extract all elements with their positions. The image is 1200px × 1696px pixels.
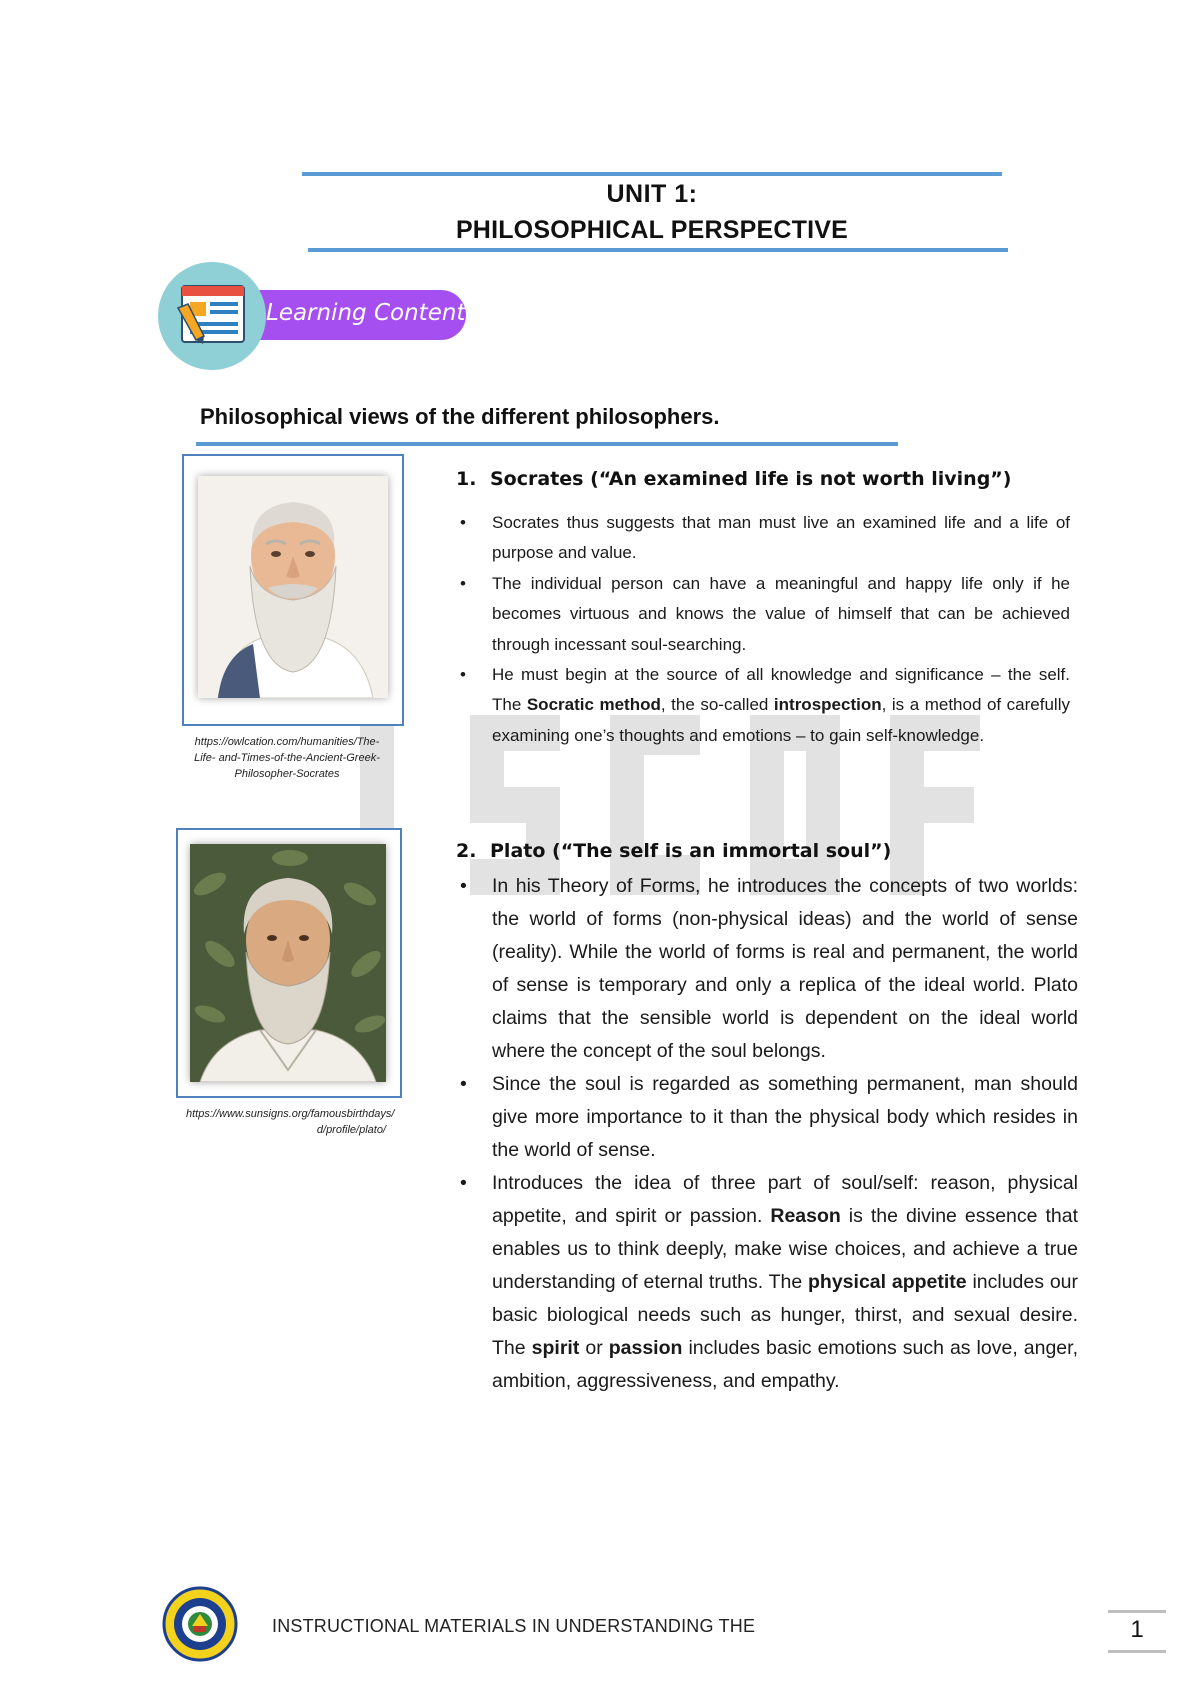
unit-label: UNIT 1: <box>606 180 698 208</box>
list-item: • In his Theory of Forms, he introduces the concepts of two worlds: the world of forms (non-physical ideas) and the world of sense (reality). While the world of forms is real and permanent, the world of sense is temporary and only a replica of the ideal world. Plato claims that the sensible world is dependent on the ideal world where the concept of the soul belongs. <box>456 870 1078 1068</box>
plato-heading-number: 2. <box>456 840 477 862</box>
page-number-rule-bottom <box>1108 1650 1166 1653</box>
term-passion: passion <box>608 1337 683 1359</box>
plato-heading-text: Plato (“The self is an immortal soul”) <box>490 840 892 862</box>
page-title: PHILOSOPHICAL PERSPECTIVE <box>455 216 849 244</box>
term-spirit: spirit <box>531 1337 580 1359</box>
subtitle-rule <box>196 442 898 446</box>
plato-image-frame <box>176 828 402 1098</box>
list-item: • He must begin at the source of all knowledge and significance – the self. The Socratic method, the so-called introspection, is a method of carefully examining one’s thoughts and emotions – to gain self-knowledge. <box>456 660 1070 751</box>
term-physical-appetite: physical appetite <box>808 1271 967 1293</box>
learning-content-label: Learning Content <box>266 300 466 326</box>
term-introspection: introspection <box>773 695 882 715</box>
term-reason: Reason <box>770 1205 841 1227</box>
list-item: • Since the soul is regarded as something permanent, man should give more importance to it than the physical body which resides in the world of sense. <box>456 1068 1078 1167</box>
socrates-heading <box>456 468 1011 490</box>
socrates-portrait <box>198 476 388 698</box>
list-item: • The individual person can have a meaningful and happy life only if he becomes virtuous and knows the value of himself that can be achieved through incessant soul-searching. <box>456 569 1070 660</box>
term-socratic-method: Socratic method <box>526 695 661 715</box>
list-item: • Socrates thus suggests that man must live an examined life and a life of purpose and value. <box>456 508 1070 569</box>
header-rule-top <box>302 172 1002 176</box>
socrates-heading-number: 1. <box>456 468 477 490</box>
document-pencil-icon <box>176 282 250 348</box>
socrates-image-caption: https://owlcation.com/humanities/The-Life- and-Times-of-the-Ancient-Greek- Philosopher-Socrates <box>194 736 380 780</box>
page-number: 1 <box>1130 1616 1144 1643</box>
socrates-image-frame <box>182 454 404 726</box>
plato-portrait <box>190 844 386 1082</box>
header-rule-bottom <box>308 248 1008 252</box>
socrates-bullet-list <box>456 508 1070 751</box>
plato-image-caption: https://www.sunsigns.org/famousbirthdays/ d/profile/plato/ <box>186 1108 395 1136</box>
list-item: • Introduces the idea of three part of soul/self: reason, physical appetite, and spirit or passion. Reason is the divine essence that enables us to think deeply, make wise choices, and achieve a true understanding of eternal truths. The physical appetite includes our basic biological needs such as hunger, thirst, and sexual desire. The spirit or passion includes basic emotions such as love, anger, ambition, aggressiveness, and empathy. <box>456 1167 1078 1398</box>
footer-text: INSTRUCTIONAL MATERIALS IN UNDERSTANDING THE <box>272 1616 756 1636</box>
school-seal-icon <box>162 1586 238 1662</box>
socrates-heading-text: Socrates (“An examined life is not worth living”) <box>490 468 1012 490</box>
plato-bullet-list <box>456 870 1078 1398</box>
section-subtitle: Philosophical views of the different philosophers. <box>200 404 720 429</box>
plato-heading <box>456 840 891 862</box>
page-number-rule-top <box>1108 1610 1166 1613</box>
